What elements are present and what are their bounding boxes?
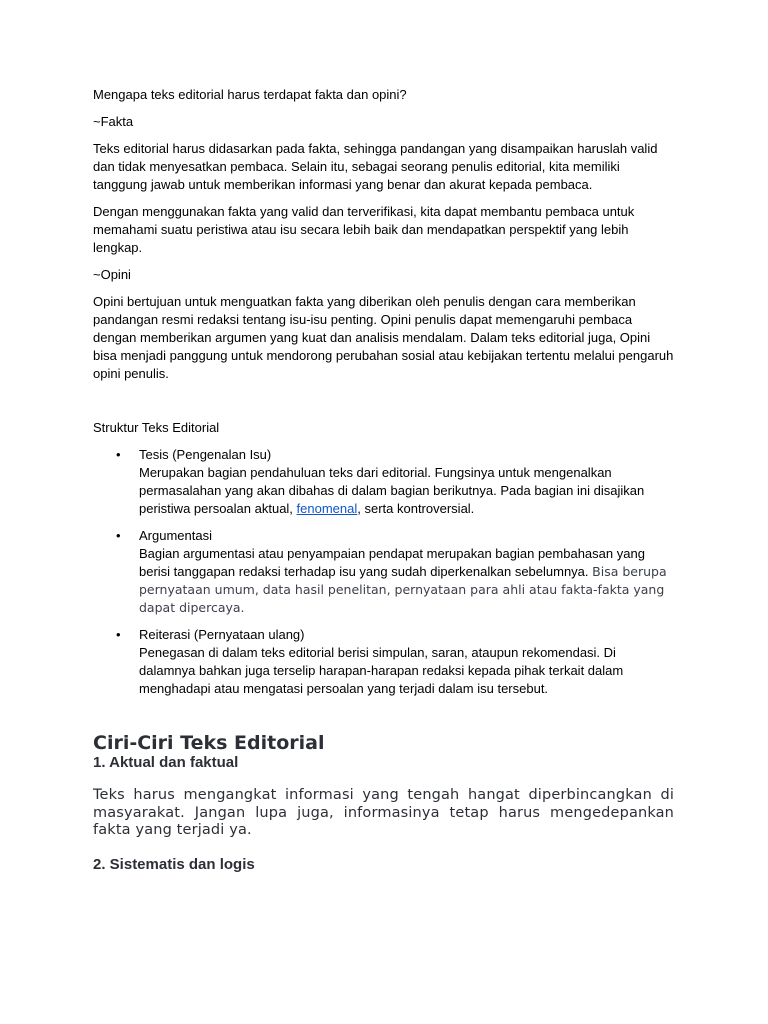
struktur-list	[93, 446, 674, 698]
tesis-title: Tesis (Pengenalan Isu)	[139, 447, 272, 462]
fakta-paragraph-2: Dengan menggunakan fakta yang valid dan terverifikasi, kita dapat membantu pembaca untuk memahami suatu peristiwa atau isu secara lebih baik dan mendapatkan perspektif yang lebih lengkap.	[93, 204, 635, 255]
reiterasi-title: Reiterasi (Pernyataan ulang)	[139, 627, 305, 642]
ciri-1-title: 1. Aktual dan faktual	[93, 754, 239, 771]
argumentasi-text-alt: Bisa berupa pernyataan umum, data hasil penelitan, pernyataan para ahli atau fakta-fakta yang dapat dipercaya.	[139, 564, 667, 615]
argumentasi-body	[139, 545, 674, 617]
fakta-paragraph-1: Teks editorial harus didasarkan pada fakta, sehingga pandangan yang disampaikan haruslah valid dan tidak menyesatkan pembaca. Selain itu, sebagai seorang penulis editorial, kita memiliki tanggung jawab untuk memberikan informasi yang benar dan akurat kepada pembaca.	[93, 141, 658, 192]
question-heading: Mengapa teks editorial harus terdapat fakta dan opini?	[93, 87, 407, 102]
ciri-2-title: 2. Sistematis dan logis	[93, 855, 255, 873]
list-item-argumentasi	[116, 527, 674, 617]
bullet-icon: •	[116, 627, 121, 642]
ciri-title: Ciri-Ciri Teks Editorial	[93, 732, 325, 754]
fenomenal-link[interactable]: fenomenal	[296, 501, 358, 516]
opini-heading: ~Opini	[93, 267, 131, 282]
tesis-text-end: , serta kontroversial.	[357, 501, 475, 516]
fakta-heading: ~Fakta	[93, 114, 134, 129]
opini-paragraph: Opini bertujuan untuk menguatkan fakta yang diberikan oleh penulis dengan cara memberikan pandangan resmi redaksi tentang isu-isu penting. Opini penulis dapat memengaruhi pembaca dengan memberikan argumen yang kuat dan analisis mendalam. Dalam teks editorial juga, Opini bisa menjadi panggung untuk mendorong perubahan sosial atau kebijakan tertentu melalui pengaruh opini penulis.	[93, 294, 674, 381]
reiterasi-text: Penegasan di dalam teks editorial berisi simpulan, saran, ataupun rekomendasi. Di dalamnya bahkan juga terselip harapan-harapan redaksi kepada pihak terkait dalam menghadapi atau mengatasi persoalan yang terjadi dalam isu tersebut.	[139, 645, 624, 696]
argumentasi-text: Bagian argumentasi atau penyampaian pendapat merupakan bagian pembahasan yang berisi tanggapan redaksi terhadap isu yang sudah diperkenalkan sebelumnya.	[139, 546, 645, 579]
tesis-body	[139, 464, 674, 518]
list-item-reiterasi	[116, 626, 674, 698]
bullet-icon: •	[116, 447, 121, 462]
argumentasi-title: Argumentasi	[139, 528, 212, 543]
list-item-tesis	[116, 446, 674, 518]
ciri-1-text: Teks harus mengangkat informasi yang tengah hangat diperbincangkan di masyarakat. Jangan lupa juga, informasinya tetap harus mengedepankan fakta yang terjadi ya.	[93, 787, 674, 838]
tesis-text: Merupakan bagian pendahuluan teks dari editorial. Fungsinya untuk mengenalkan permasalahan yang akan dibahas di dalam bagian berikutnya. Pada bagian ini disajikan peristiwa persoalan aktual,	[139, 465, 645, 516]
bullet-icon: •	[116, 528, 121, 543]
struktur-heading: Struktur Teks Editorial	[93, 420, 220, 435]
